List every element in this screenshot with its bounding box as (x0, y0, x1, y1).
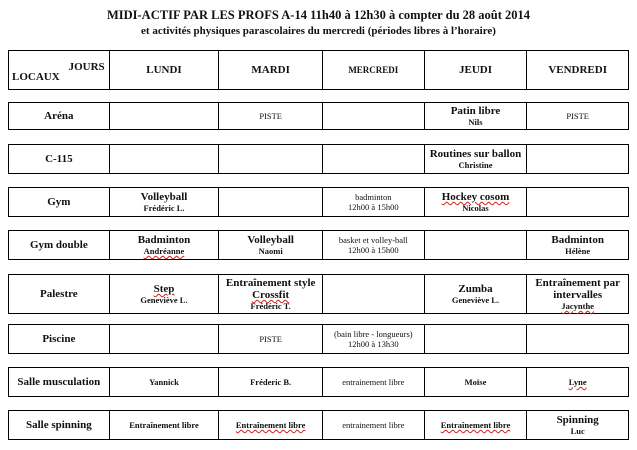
schedule-cell (109, 368, 219, 396)
day-header-jeudi (424, 51, 527, 89)
person-label: Christine (458, 160, 493, 170)
table-row-arena (8, 102, 629, 130)
activity-label: Volleyball (140, 191, 188, 203)
activity-label: Badminton (137, 234, 191, 246)
schedule-cell (322, 275, 424, 313)
schedule-cell (322, 188, 424, 216)
activity-label: Entraînement style (225, 277, 316, 289)
schedule-cell (218, 411, 322, 439)
activity-label: Spinning (556, 414, 599, 426)
person-label: Hélène (565, 246, 591, 256)
activity-label: Entraînement libre (129, 420, 199, 430)
schedule-cell (322, 411, 424, 439)
table-row-palestre (8, 274, 629, 314)
schedule-cell (218, 275, 322, 313)
table-row-piscine (8, 324, 629, 354)
schedule-cell (109, 275, 219, 313)
cell-text: (bain libre - longueurs) (334, 329, 413, 339)
activity-label: Routines sur ballon (429, 148, 522, 160)
schedule-cell (526, 188, 628, 216)
room-cell (9, 325, 109, 353)
time-text: 12h00 à 15h00 (348, 245, 399, 255)
activity-label-line2: intervalles (553, 289, 603, 301)
schedule-cell (526, 275, 628, 313)
room-label: Palestre (40, 288, 78, 300)
schedule-cell (218, 325, 322, 353)
time-text: 12h00 à 15h00 (348, 202, 399, 212)
day-header-mercredi (322, 51, 424, 89)
person-label: Geneviève L. (140, 295, 188, 305)
room-cell (9, 368, 109, 396)
room-cell (9, 188, 109, 216)
cell-text: basket et volley-ball (338, 235, 408, 245)
room-label: Salle musculation (17, 376, 101, 388)
schedule-cell (526, 103, 628, 129)
time-text: 12h00 à 13h30 (348, 339, 399, 349)
room-label: Piscine (42, 333, 76, 345)
schedule-cell (218, 368, 322, 396)
day-label: VENDREDI (548, 64, 607, 76)
day-label: JEUDI (458, 64, 492, 76)
room-cell (9, 145, 109, 173)
person-label: Frédéric T. (250, 301, 291, 311)
person-label: Andréanne (143, 246, 185, 256)
activity-label: Patin libre (450, 105, 501, 117)
table-row-gym-double (8, 230, 629, 260)
day-label: MARDI (251, 64, 290, 76)
activity-label: Badminton (551, 234, 604, 246)
person-label: Fréderic B. (250, 377, 292, 387)
room-label: Aréna (44, 110, 74, 122)
schedule-cell (218, 103, 322, 129)
room-label: C-115 (45, 153, 73, 165)
person-label: Yannick (149, 377, 179, 387)
schedule-cell (424, 411, 527, 439)
locaux-label: LOCAUX (12, 71, 60, 83)
person-label: Geneviève L. (451, 295, 500, 305)
cell-text: PISTE (566, 111, 589, 121)
document-subtitle: et activités physiques parascolaires du mercredi (périodes libres à l’horaire) (141, 25, 496, 37)
activity-label: Step (153, 283, 175, 295)
activity-label: Volleyball (247, 234, 294, 246)
room-cell (9, 231, 109, 259)
schedule-cell (218, 145, 322, 173)
cell-text: PISTE (259, 111, 282, 121)
schedule-cell (109, 188, 219, 216)
day-header-vendredi (526, 51, 628, 89)
activity-label: Entraînement par (535, 277, 620, 289)
schedule-cell (526, 231, 628, 259)
schedule-cell (218, 188, 322, 216)
person-label: Frédéric L. (143, 203, 185, 213)
activity-label: Hockey cosom (441, 191, 510, 203)
person-label: Lyne (568, 377, 587, 387)
person-label: Luc (570, 426, 585, 436)
room-cell (9, 411, 109, 439)
activity-label: Entraînement libre (235, 420, 306, 430)
table-row-gym (8, 187, 629, 217)
table-row-salle-musculation (8, 367, 629, 397)
corner-cell (9, 51, 109, 89)
cell-text: entrainement libre (342, 377, 405, 387)
schedule-cell (526, 325, 628, 353)
document-title: MIDI-ACTIF PAR LES PROFS A-14 11h40 à 12h30 à compter du 28 août 2014 (106, 8, 531, 22)
header-row (8, 50, 629, 90)
schedule-cell (322, 103, 424, 129)
schedule-cell (424, 103, 527, 129)
room-cell (9, 103, 109, 129)
schedule-cell (424, 188, 527, 216)
day-label: MERCREDI (348, 65, 399, 75)
person-label: Nils (468, 117, 483, 127)
cell-text: entrainement libre (342, 420, 405, 430)
schedule-cell (109, 145, 219, 173)
activity-label: Entraînement libre (440, 420, 511, 430)
room-label: Salle spinning (25, 419, 92, 431)
person-label: Nicolas (462, 203, 489, 213)
room-cell (9, 275, 109, 313)
day-header-lundi (109, 51, 219, 89)
schedule-cell (424, 231, 527, 259)
room-label: Gym double (29, 239, 88, 251)
schedule-cell (424, 275, 527, 313)
cell-text: PISTE (259, 334, 282, 344)
schedule-cell (109, 103, 219, 129)
schedule-cell (218, 231, 322, 259)
activity-label: Zumba (458, 283, 493, 295)
day-label: LUNDI (146, 64, 182, 76)
table-row-salle-spinning (8, 410, 629, 440)
jours-label: JOURS (68, 61, 105, 73)
schedule-cell (322, 368, 424, 396)
schedule-cell (526, 145, 628, 173)
schedule-cell (322, 145, 424, 173)
schedule-cell (424, 368, 527, 396)
person-label: Moïse (464, 377, 487, 387)
person-label: Jacynthe (561, 301, 594, 311)
schedule-cell (526, 368, 628, 396)
schedule-cell (526, 411, 628, 439)
schedule-cell (109, 325, 219, 353)
schedule-cell (109, 411, 219, 439)
schedule-cell (322, 231, 424, 259)
room-label: Gym (47, 196, 71, 208)
schedule-cell (424, 325, 527, 353)
schedule-cell (424, 145, 527, 173)
table-row-c115 (8, 144, 629, 174)
person-label: Naomi (258, 246, 283, 256)
schedule-cell (322, 325, 424, 353)
activity-label-line2: Crossfit (252, 289, 290, 301)
schedule-cell (109, 231, 219, 259)
day-header-mardi (218, 51, 322, 89)
cell-text: badminton (355, 192, 392, 202)
